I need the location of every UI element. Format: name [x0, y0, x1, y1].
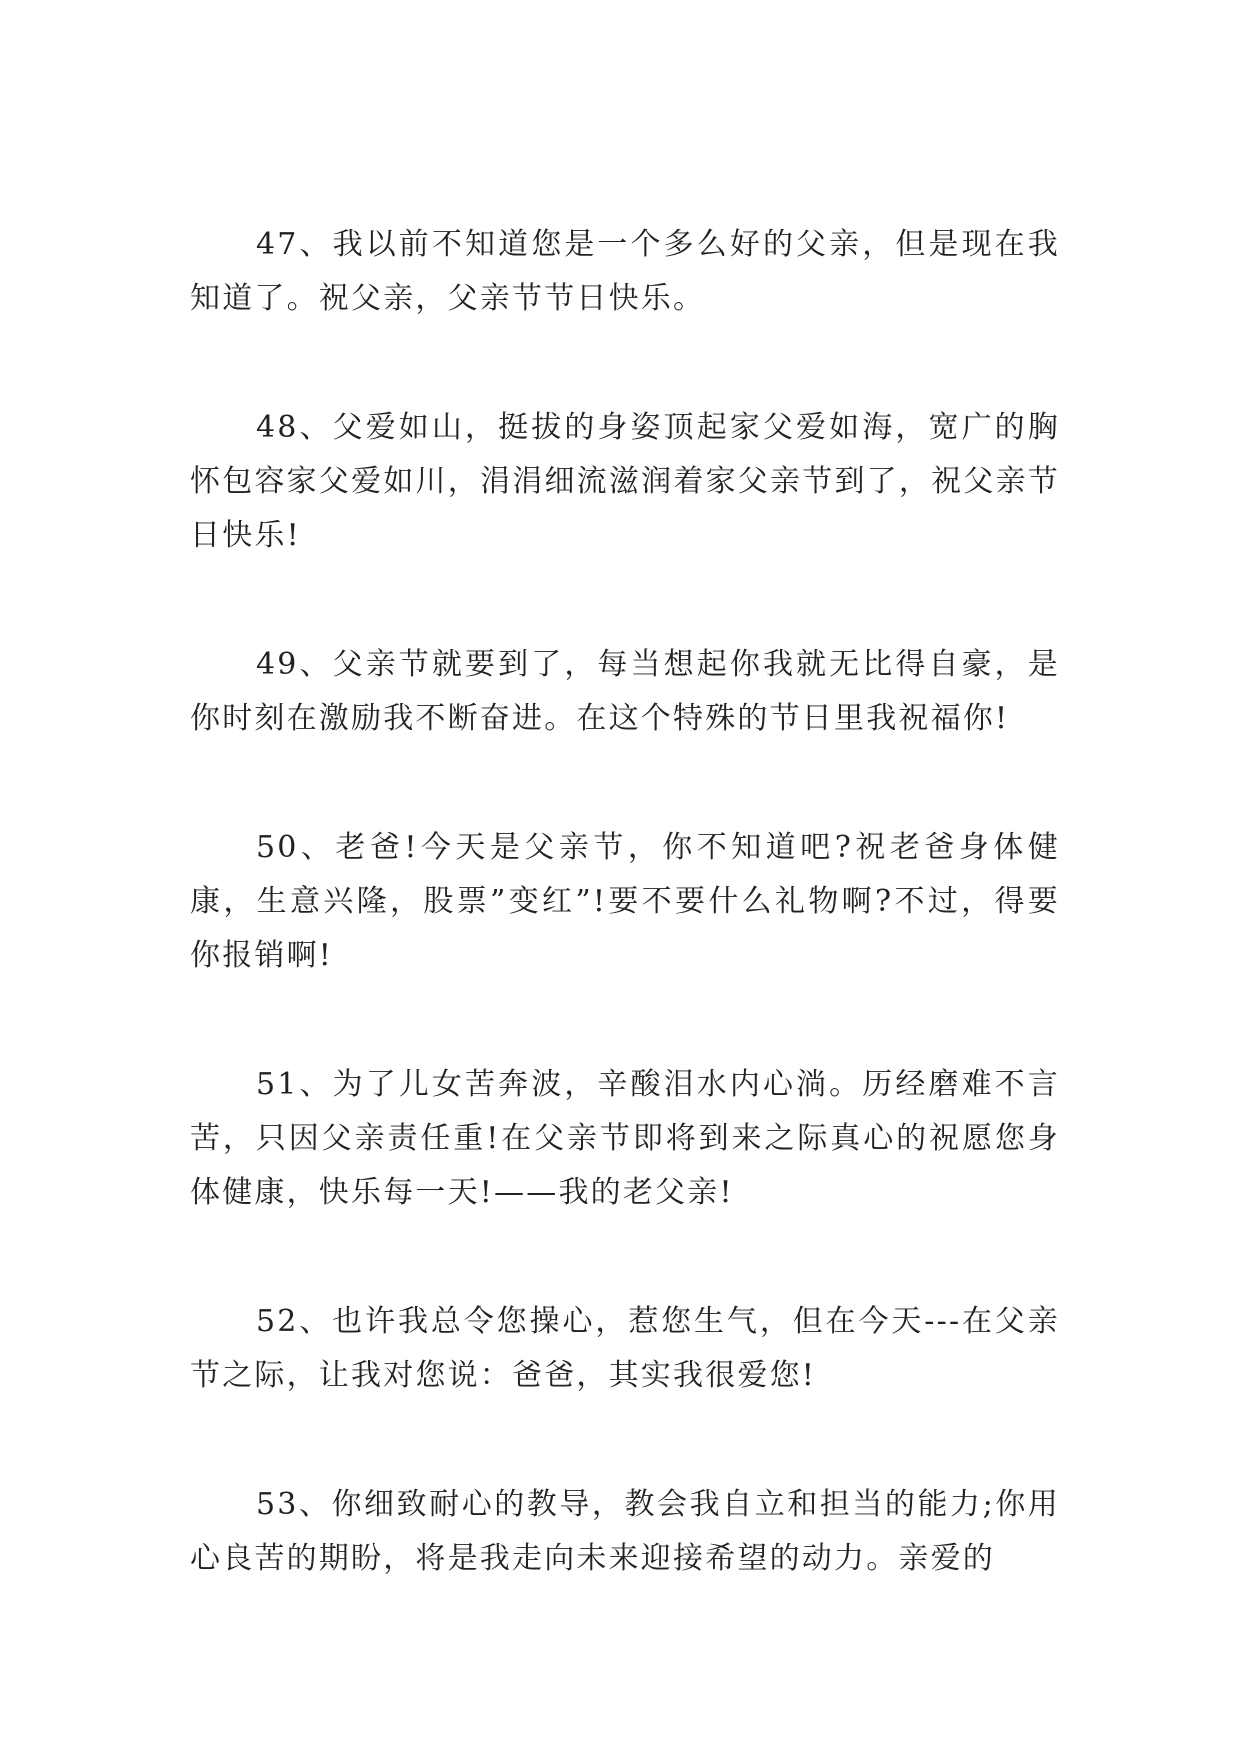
paragraph-49: 49、父亲节就要到了，每当想起你我就无比得自豪，是你时刻在激励我不断奋进。在这个特殊的节日里我祝福你!: [190, 647, 1060, 736]
paragraph-50: 50、老爸!今天是父亲节，你不知道吧?祝老爸身体健康，生意兴隆，股票”变红”!要不要什么礼物啊?不过，得要你报销啊!: [190, 830, 1060, 973]
paragraph-51: 51、为了儿女苦奔波，辛酸泪水内心淌。历经磨难不言苦，只因父亲责任重!在父亲节即将到来之际真心的祝愿您身体健康，快乐每一天!——我的老父亲!: [190, 1067, 1060, 1210]
paragraph-48: 48、父爱如山，挺拔的身姿顶起家父爱如海，宽广的胸怀包容家父爱如川，涓涓细流滋润着家父亲节到了，祝父亲节日快乐!: [190, 410, 1060, 553]
paragraph-52: 52、也许我总令您操心，惹您生气，但在今天---在父亲节之际，让我对您说：爸爸，其实我很爱您!: [190, 1304, 1060, 1393]
paragraph-53: 53、你细致耐心的教导，教会我自立和担当的能力;你用心良苦的期盼，将是我走向未来迎接希望的动力。亲爱的: [190, 1487, 1060, 1576]
paragraph-47: 47、我以前不知道您是一个多么好的父亲，但是现在我知道了。祝父亲，父亲节节日快乐。: [190, 227, 1060, 316]
document-body: [190, 218, 1060, 1661]
